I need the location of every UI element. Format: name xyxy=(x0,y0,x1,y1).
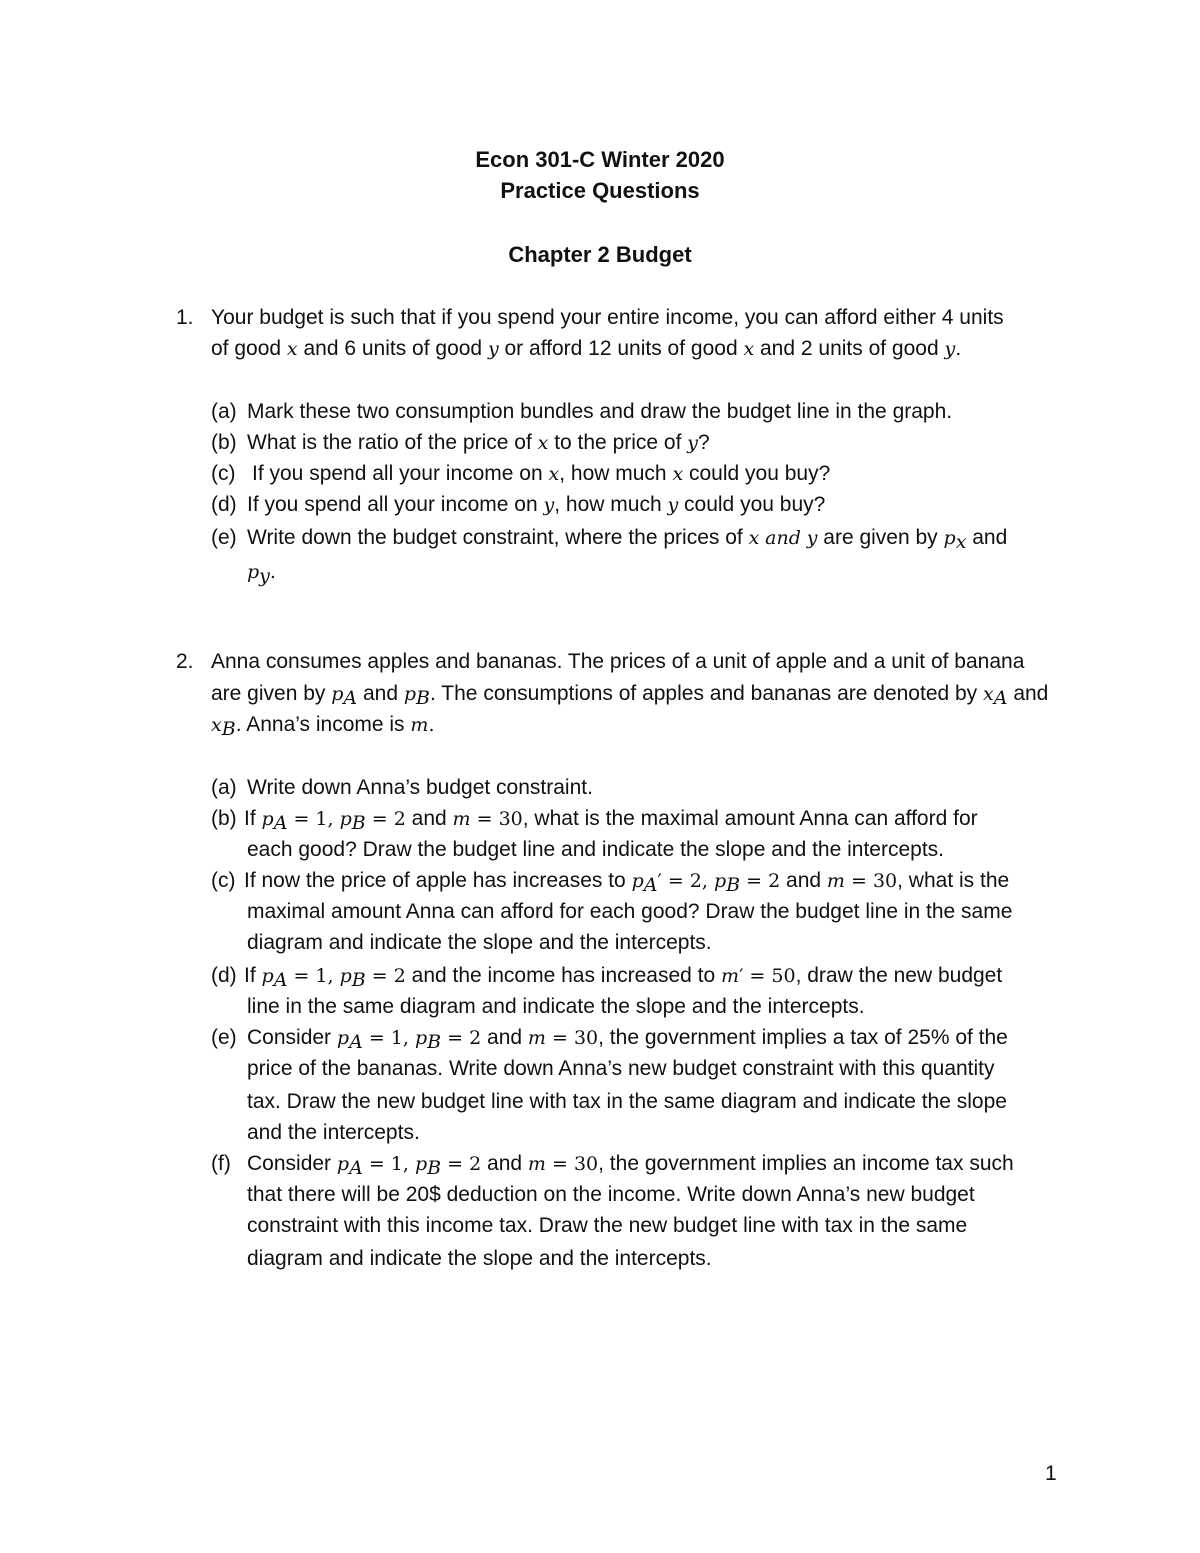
question-number: 1. xyxy=(176,306,194,329)
q2-line-2: are given by $p_A$ and $p_B$. The consumptions of apples and bananas are denoted by $x_A$ and xyxy=(211,682,1049,709)
page-number: 1 xyxy=(1045,1462,1057,1485)
question-number: 2. xyxy=(176,650,194,673)
course-title: Econ 301-C Winter 2020 xyxy=(475,147,725,172)
q2-line-1: Anna consumes apples and bananas. The prices of a unit of apple and a unit of banana xyxy=(211,650,1025,673)
chapter-heading: Chapter 2 Budget xyxy=(508,242,692,267)
q1-line-2: of good x and 6 units of good y or afford 12 units of good x and 2 units of good y. xyxy=(211,337,962,360)
practice-subtitle: Practice Questions xyxy=(500,178,700,203)
q2-line-3: $x_B$. Anna’s income is m. xyxy=(211,713,435,740)
q1-line-1: Your budget is such that if you spend your entire income, you can afford either 4 units xyxy=(211,306,1004,329)
